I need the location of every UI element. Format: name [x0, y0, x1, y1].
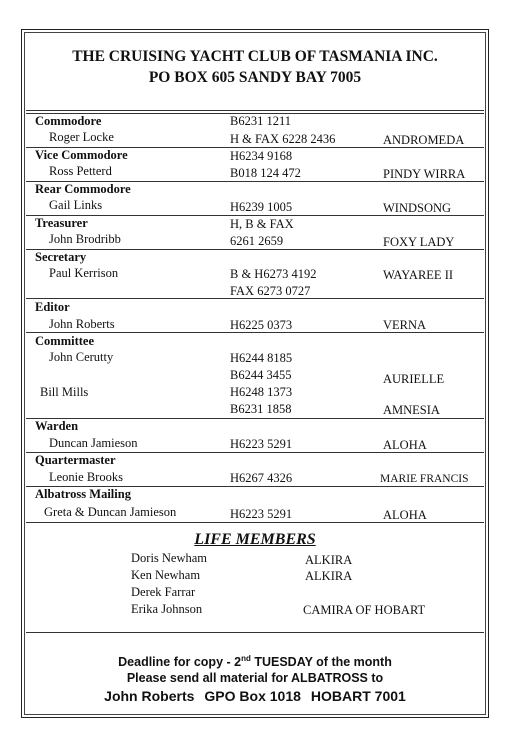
role-warden: Warden	[35, 419, 79, 433]
life-member-boat: ALKIRA	[305, 553, 353, 567]
phone: H6239 1005	[230, 200, 293, 214]
phone: H, B & FAX	[230, 217, 294, 231]
officer-name: Paul Kerrison	[49, 266, 119, 280]
phone: H6244 8185	[230, 351, 293, 365]
life-member-name: Ken Newham	[131, 568, 201, 582]
officer-name: Greta & Duncan Jamieson	[44, 505, 177, 519]
role-committee: Committee	[35, 334, 94, 348]
divider	[26, 418, 484, 419]
officer-name: Gail Links	[49, 198, 103, 212]
send-material-line: Please send all material for ALBATROSS to	[126, 671, 384, 686]
officer-name: John Cerutty	[49, 350, 114, 364]
role-rear-commodore: Rear Commodore	[35, 182, 131, 196]
phone: H & FAX 6228 2436	[230, 132, 336, 146]
boat-name: AMNESIA	[383, 403, 440, 417]
boat-name: ALOHA	[383, 508, 427, 522]
officer-name: Bill Mills	[40, 385, 89, 399]
club-header	[26, 46, 484, 88]
officer-name: John Roberts	[49, 317, 115, 331]
life-member-name: Erika Johnson	[131, 602, 203, 616]
fax: FAX 6273 0727	[230, 284, 311, 298]
phone: H6225 0373	[230, 318, 293, 332]
phone: 6261 2659	[230, 234, 284, 248]
divider	[26, 632, 484, 633]
boat-name: ANDROMEDA	[383, 133, 465, 147]
role-treasurer: Treasurer	[35, 216, 88, 230]
editor-city: HOBART 7001	[310, 688, 406, 705]
divider	[26, 110, 484, 111]
phone: B6231 1858	[230, 402, 292, 416]
life-member-boat: ALKIRA	[305, 569, 353, 583]
boat-name: MARIE FRANCIS	[380, 473, 469, 485]
role-secretary: Secretary	[35, 250, 87, 264]
role-albatross-mailing: Albatross Mailing	[35, 487, 131, 501]
editor-address-line	[26, 688, 484, 704]
role-vice-commodore: Vice Commodore	[35, 148, 128, 162]
life-member-boat: CAMIRA OF HOBART	[303, 603, 426, 617]
editor-box: GPO Box 1018	[204, 688, 301, 705]
officer-name: Ross Petterd	[49, 164, 112, 178]
role-quartermaster: Quartermaster	[35, 453, 116, 467]
boat-name: PINDY WIRRA	[383, 167, 466, 181]
club-address: PO BOX 605 SANDY BAY 7005	[148, 69, 362, 86]
boat-name: AURIELLE	[383, 372, 445, 386]
boat-name: FOXY LADY	[383, 235, 455, 249]
deadline-line: Deadline for copy - 2nd TUESDAY of the month	[118, 654, 392, 670]
phone: B6244 3455	[230, 368, 292, 382]
role-editor: Editor	[35, 300, 70, 314]
phone: H6234 9168	[230, 149, 293, 163]
life-members-title: LIFE MEMBERS	[194, 531, 316, 548]
officer-name: Roger Locke	[49, 130, 114, 144]
phone: B6231 1211	[230, 114, 291, 128]
boat-name: WINDSONG	[383, 201, 452, 215]
officer-name: Duncan Jamieson	[49, 436, 138, 450]
boat-name: WAYAREE II	[383, 268, 454, 282]
phone: H6223 5291	[230, 507, 293, 521]
phone: B018 124 472	[230, 166, 301, 180]
phone: H6223 5291	[230, 437, 293, 451]
footer-notice	[26, 651, 484, 704]
editor-name: John Roberts	[104, 688, 195, 705]
life-member-name: Derek Farrar	[131, 585, 196, 599]
officer-name: Leonie Brooks	[49, 470, 123, 484]
role-commodore: Commodore	[35, 114, 102, 128]
life-member-name: Doris Newham	[131, 551, 208, 565]
phone: H6267 4326	[230, 471, 293, 485]
club-name: THE CRUISING YACHT CLUB OF TASMANIA INC.	[72, 48, 438, 65]
boat-name: ALOHA	[383, 438, 427, 452]
officer-name: John Brodribb	[49, 232, 121, 246]
boat-name: VERNA	[383, 318, 427, 332]
phone: B & H6273 4192	[230, 267, 317, 281]
phone: H6248 1373	[230, 385, 293, 399]
